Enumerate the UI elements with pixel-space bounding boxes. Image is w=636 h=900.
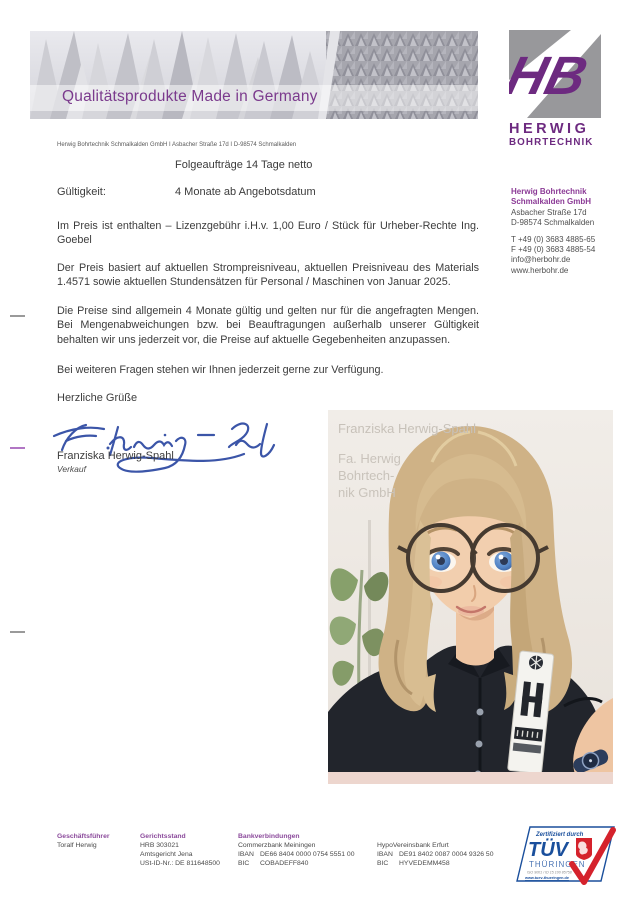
footer-bank2-iban (377, 850, 494, 859)
company-logo (509, 30, 601, 118)
signer-name: Franziska Herwig-Spahl (57, 450, 174, 462)
paragraph-price-includes: Im Preis ist enthalten – Lizenzgebühr i.H.v. 1,00 Euro / Stück für Urheber-Rechte Ing. Goebel (57, 220, 479, 247)
portrait-overlay-name: Franziska Herwig-Spahl (338, 421, 476, 436)
fold-mark-middle (10, 447, 25, 449)
footer-bank-1 (238, 832, 355, 868)
footer-bank1-bic (238, 859, 355, 868)
footer-heading-director: Geschäftsführer (57, 833, 110, 840)
sidebar-phone: T +49 (0) 3683 4885-65 (511, 234, 596, 244)
footer-bank-2 (377, 841, 494, 868)
tuv-iso-line: ISO 9001 / ID 15 100 85758 (527, 870, 572, 875)
footer-bank1-iban (238, 850, 355, 859)
fold-mark-top (10, 315, 25, 317)
footer-bank2-name: HypoVereinsbank Erfurt (377, 842, 449, 849)
sidebar-website: www.herbohr.de (511, 265, 569, 275)
sidebar-company-name-2: Schmalkalden GmbH (511, 197, 592, 207)
tuv-certification-seal (514, 824, 618, 892)
footer-heading-court: Gerichtsstand (140, 833, 186, 840)
banner-tagline: Qualitätsprodukte Made in Germany (62, 88, 318, 105)
sender-line: Herwig Bohrtechnik Schmalkalden GmbH I Asbacher Straße 17d I D-98574 Schmalkalden (57, 142, 297, 148)
sidebar-company-name-1: Herwig Bohrtechnik (511, 187, 587, 196)
tuv-certified-by: Zertifiziert durch (536, 832, 584, 838)
logo-wordmark-1: HERWIG (509, 121, 590, 137)
sidebar-street: Asbacher Straße 17d (511, 207, 587, 217)
tuv-url: www.tuev-thueringen.de (525, 876, 569, 880)
bic-label-2: BIC (377, 860, 389, 867)
subject-line: Folgeaufträge 14 Tage netto (175, 159, 313, 171)
validity-label: Gültigkeit: (57, 186, 106, 198)
portrait-photo (328, 410, 613, 784)
footer-bank2-bic-value: HYVEDEMM458 (399, 860, 450, 867)
paragraph-price-basis: Der Preis basiert auf aktuellen Strompreisniveau, aktuellen Preisniveau des Materials 1.4571 sowie aktuellen Stundensätzen für Personal / Maschinen von Januar 2025. (57, 262, 479, 289)
logo-monogram: HB (509, 44, 594, 106)
tuv-region: THÜRINGEN (529, 860, 586, 869)
signer-role: Verkauf (57, 464, 86, 474)
footer-bank1-iban-value: DE66 8404 0000 0754 5551 00 (260, 851, 355, 858)
bic-label: BIC (238, 860, 250, 867)
footer-court-hrb: HRB 303021 (140, 842, 179, 849)
sidebar-email: info@herbohr.de (511, 255, 571, 265)
tuv-name: TÜV (528, 839, 568, 861)
portrait-overlay-company-2: Bohrtech- (338, 468, 395, 483)
sidebar-fax: F +49 (0) 3683 4885-54 (511, 245, 596, 255)
footer-bank1-bic-value: COBADEFF840 (260, 860, 309, 867)
fold-mark-bottom (10, 631, 25, 633)
footer-court-office: Amtsgericht Jena (140, 851, 193, 858)
hb-logo-icon (509, 30, 601, 118)
logo-wordmark-2: BOHRTECHNIK (509, 137, 594, 148)
footer-managing-director (57, 832, 110, 850)
footer-bank2-iban-value: DE91 8402 0087 0004 9326 50 (399, 851, 494, 858)
closing-line: Herzliche Grüße (57, 392, 138, 404)
sidebar-city: D-98574 Schmalkalden (511, 218, 595, 228)
footer-bank1-name: Commerzbank Meiningen (238, 842, 316, 849)
footer-bank2-bic (377, 859, 494, 868)
iban-label: IBAN (238, 851, 254, 858)
tuv-crest-icon (576, 838, 592, 860)
paragraph-validity-terms: Die Preise sind allgemein 4 Monate gültig und gelten nur für die angefragten Mengen. Bei Mengenabweichungen bzw. bei Beauftragungen außerhalb unserer Gültigkeit behalten wir uns jederzeit vor, die Preise auf aktuelle Gegebenheiten anzupassen. (57, 305, 479, 346)
footer-director-name: Toralf Herwig (57, 842, 97, 849)
footer-court (140, 832, 220, 868)
portrait-overlay-company-1: Fa. Herwig (338, 451, 401, 466)
footer-heading-banks: Bankverbindungen (238, 833, 300, 840)
company-address-block (511, 187, 626, 276)
paragraph-questions: Bei weiteren Fragen stehen wir Ihnen jederzeit gerne zur Verfügung. (57, 364, 384, 376)
portrait-overlay-company-3: nik GmbH (338, 485, 396, 500)
iban-label-2: IBAN (377, 851, 393, 858)
footer-court-vat: USt-ID-Nr.: DE 811648500 (140, 860, 220, 867)
validity-value: 4 Monate ab Angebotsdatum (175, 186, 316, 198)
